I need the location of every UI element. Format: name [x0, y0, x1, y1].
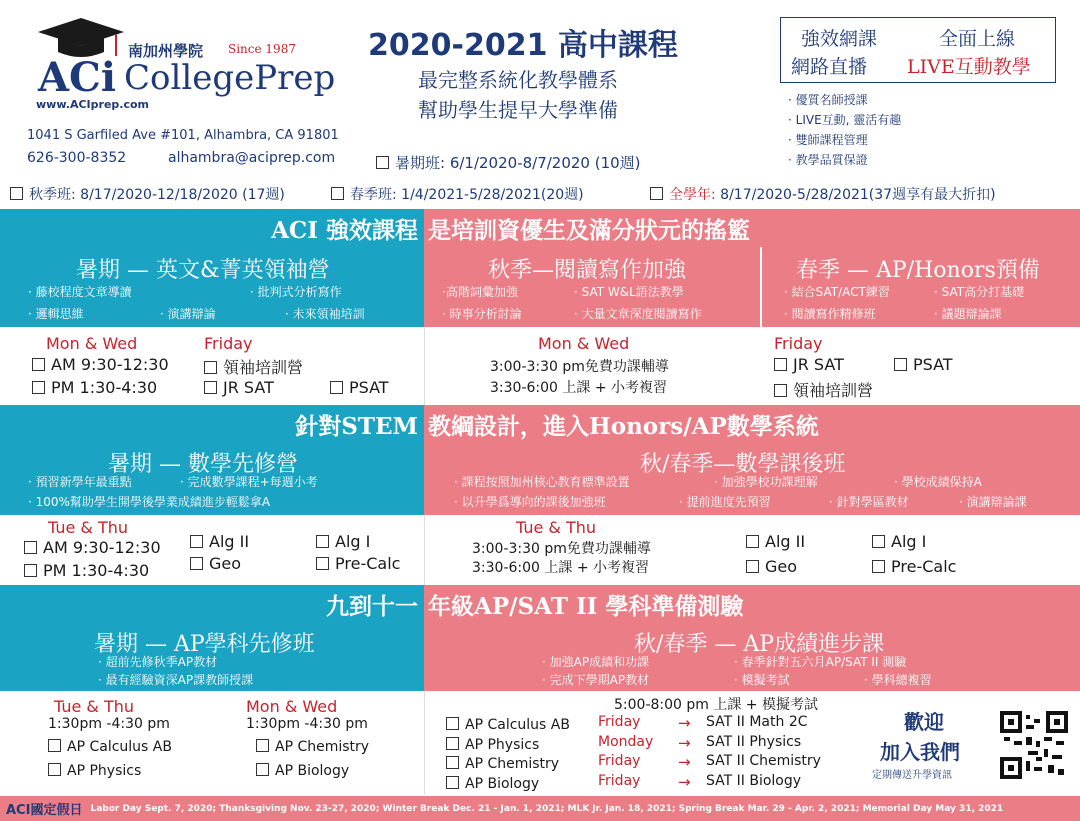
- section-bar-ap: [0, 585, 1080, 623]
- option-psat[interactable]: [330, 378, 389, 397]
- checkbox[interactable]: [190, 557, 203, 570]
- option-label: PSAT: [913, 355, 953, 374]
- list-item: · 議題辯論課: [934, 307, 1002, 321]
- sat-label: SAT II Math 2C: [706, 714, 808, 730]
- list-item: ·高階詞彙加強: [442, 285, 518, 299]
- checkbox[interactable]: [650, 187, 663, 200]
- option-leader-camp[interactable]: [774, 378, 873, 401]
- option-ap-chemistry[interactable]: [256, 739, 369, 755]
- checkbox[interactable]: [256, 763, 269, 776]
- option-label: AP Biology: [275, 763, 350, 779]
- logo: [28, 10, 348, 120]
- arrow-right-icon: →: [678, 773, 691, 791]
- term-label: 8/17/2020-5/28/2021(37週享有最大折扣): [720, 187, 996, 203]
- term-label: 暑期班: 6/1/2020-8/7/2020 (10週): [395, 154, 641, 172]
- time-label: 3:00-3:30 pm免費功課輔導: [490, 359, 669, 375]
- checkbox[interactable]: [774, 384, 787, 397]
- welcome-text: 歡迎: [904, 710, 944, 734]
- option-jr-sat[interactable]: [204, 378, 274, 397]
- checkbox[interactable]: [316, 557, 329, 570]
- time-label: 3:30-6:00 上課 + 小考複習: [490, 380, 668, 396]
- section-band-math: [0, 443, 1080, 515]
- promo-text-live: LIVE互動教學: [907, 56, 1031, 78]
- option-alg1[interactable]: [872, 532, 926, 551]
- sat-label: SAT II Biology: [706, 773, 802, 789]
- subtitle-1: 最完整系統化教學體系: [418, 68, 618, 92]
- option-label: AP Physics: [465, 737, 540, 753]
- checkbox[interactable]: [48, 763, 61, 776]
- option-precalc[interactable]: [316, 554, 400, 573]
- list-item: · 教學品質保證: [788, 153, 868, 167]
- option-label: PM 1:30-4:30: [43, 561, 150, 580]
- list-item: · 以升學爲導向的課後加強班: [454, 495, 606, 509]
- list-item: · 預習新學年最重點: [28, 475, 132, 489]
- option-ap[interactable]: [446, 776, 539, 792]
- list-item: · SAT高分打基礎: [934, 285, 1025, 299]
- address: 1041 S Garfiled Ave #101, Alhambra, CA 91801: [27, 128, 339, 143]
- list-item: · 批判式分析寫作: [250, 285, 342, 299]
- checkbox[interactable]: [316, 535, 329, 548]
- section-title: 春季 — AP/Honors預備: [796, 258, 1040, 283]
- section-bar-stem: [0, 405, 1080, 443]
- column-divider: [424, 515, 425, 585]
- day-label: Friday: [204, 334, 253, 353]
- option-label: 領袖培訓營: [223, 358, 304, 377]
- day-label: Mon & Wed: [246, 697, 338, 716]
- promo-text: 網路直播: [791, 56, 868, 78]
- welcome-note: 定期傳送升學資訊: [872, 770, 952, 781]
- promo-bullets: [788, 90, 901, 170]
- option-label: Alg I: [335, 532, 371, 551]
- checkbox[interactable]: [10, 187, 23, 200]
- option-label: AP Chemistry: [275, 739, 370, 755]
- term-summer[interactable]: [376, 152, 641, 173]
- section-title: 秋季—閱讀寫作加強: [488, 258, 687, 283]
- option-label: Alg II: [765, 532, 806, 551]
- day-label: Monday: [598, 734, 654, 750]
- table-row: [446, 734, 802, 753]
- list-item: · 最有經驗資深AP課教師授課: [98, 673, 254, 687]
- arrow-right-icon: →: [678, 714, 691, 732]
- holiday-list: Labor Day Sept. 7, 2020; Thanksgiving Nov. 23-27, 2020; Winter Break Dec. 21 - Jan. 1, 2021; MLK Jr. Jan. 18, 2021; Spring Break Mar. 29 - Apr. 2, 2021; Memorial Day May 31, 2021: [90, 803, 1004, 814]
- option-ap-physics[interactable]: [48, 763, 141, 779]
- column-divider: [424, 327, 425, 405]
- day-label: Tue & Thu: [54, 697, 135, 716]
- sat-label: SAT II Chemistry: [706, 753, 821, 769]
- section-title: 暑期 — 數學先修營: [108, 452, 298, 477]
- option-ap[interactable]: [446, 717, 570, 733]
- option-pm[interactable]: [32, 378, 157, 397]
- term-fall[interactable]: [10, 184, 285, 204]
- list-item: · 大量文章深度閱讀寫作: [574, 307, 702, 321]
- promo-text: 強效網課: [801, 28, 878, 50]
- list-item: · 100%幫助學生開學後學業成績進步輕鬆拿A: [28, 495, 271, 509]
- checkbox[interactable]: [32, 358, 45, 371]
- time-label: 1:30pm -4:30 pm: [246, 716, 368, 732]
- option-label: Alg I: [891, 532, 927, 551]
- bar-title: 教綱設計，進入Honors/AP數學系統: [428, 412, 819, 440]
- day-label: Tue & Thu: [516, 518, 597, 537]
- time-label: 1:30pm -4:30 pm: [48, 716, 170, 732]
- option-label: AP Calculus AB: [465, 717, 570, 733]
- option-label: AP Biology: [465, 776, 540, 792]
- day-label: Friday: [598, 714, 641, 730]
- list-item: · 邏輯思維: [28, 307, 84, 321]
- term-full-year[interactable]: [650, 184, 996, 204]
- option-label: Geo: [209, 554, 242, 573]
- checkbox[interactable]: [331, 187, 344, 200]
- option-am[interactable]: [24, 538, 161, 557]
- section-band-english: [0, 247, 1080, 327]
- option-label: PM 1:30-4:30: [51, 378, 158, 397]
- checkbox[interactable]: [190, 535, 203, 548]
- section-bar-english: [0, 209, 1080, 247]
- list-item: · 加強學校功課理解: [714, 475, 818, 489]
- list-item: · 演講辯論課: [959, 495, 1027, 509]
- bar-title: 年級AP/SAT II 學科準備測驗: [428, 592, 744, 620]
- option-label: Pre-Calc: [335, 554, 401, 573]
- option-geo[interactable]: [190, 554, 241, 573]
- list-item: · 春季針對五六月AP/SAT II 測驗: [734, 655, 907, 669]
- bar-title: 九到十一: [326, 592, 418, 620]
- option-alg2[interactable]: [746, 532, 805, 551]
- day-label: Tue & Thu: [48, 518, 129, 537]
- list-item: · 完成數學課程+每週小考: [180, 475, 318, 489]
- divider: [760, 247, 762, 327]
- list-item: · 演講辯論: [160, 307, 216, 321]
- list-item: · 未來領袖培訓: [285, 307, 365, 321]
- option-pm[interactable]: [24, 561, 149, 580]
- list-item: · 加強AP成績和功課: [542, 655, 650, 669]
- term-spring[interactable]: [331, 184, 584, 204]
- option-label: AP Physics: [67, 763, 142, 779]
- checkbox[interactable]: [446, 776, 459, 789]
- table-row: [446, 773, 802, 792]
- checkbox[interactable]: [774, 358, 787, 371]
- time-label: 3:30-6:00 上課 + 小考複習: [472, 560, 650, 576]
- option-ap-biology[interactable]: [256, 763, 349, 779]
- option-psat[interactable]: [894, 355, 953, 374]
- checkbox[interactable]: [446, 737, 459, 750]
- section-title: 秋/春季—數學課後班: [640, 452, 846, 477]
- list-item: · 針對學區教材: [829, 495, 909, 509]
- option-geo[interactable]: [746, 557, 797, 576]
- option-label: 領袖培訓營: [793, 381, 874, 400]
- day-label: Friday: [598, 753, 641, 769]
- option-label: AP Chemistry: [465, 756, 560, 772]
- list-item: · SAT W&L語法教學: [574, 285, 684, 299]
- checkbox[interactable]: [746, 535, 759, 548]
- list-item: · 超前先修秋季AP教材: [98, 655, 218, 669]
- bar-title: ACI 強效課程: [271, 216, 418, 244]
- option-label: JR SAT: [223, 378, 274, 397]
- list-item: · 閱讀寫作精修班: [784, 307, 876, 321]
- term-label: 秋季班: 8/17/2020-12/18/2020 (17週): [29, 187, 285, 203]
- day-label: Friday: [598, 773, 641, 789]
- section-title: 秋/春季 — AP成績進步課: [634, 632, 885, 657]
- school-name: 南加州學院: [128, 42, 204, 60]
- option-label: JR SAT: [793, 355, 844, 374]
- promo-text: 全面上線: [939, 28, 1016, 50]
- bar-title: 是培訓資優生及滿分狀元的搖籃: [428, 216, 750, 244]
- checkbox[interactable]: [24, 541, 37, 554]
- logo-aci: ACi: [38, 54, 117, 101]
- day-label: Friday: [774, 334, 823, 353]
- option-label: Geo: [765, 557, 798, 576]
- option-label: AM 9:30-12:30: [51, 355, 169, 374]
- checkbox[interactable]: [48, 739, 61, 752]
- list-item: · 結合SAT/ACT練習: [784, 285, 890, 299]
- logo-url[interactable]: www.ACIprep.com: [36, 98, 149, 111]
- footer: [0, 796, 1080, 821]
- checkbox[interactable]: [330, 381, 343, 394]
- footer-label: ACI國定假日: [6, 803, 83, 818]
- table-row: [446, 753, 821, 772]
- list-item: · 藤校程度文章導讀: [28, 285, 132, 299]
- list-item: · 提前進度先預習: [679, 495, 771, 509]
- term-label: 春季班: 1/4/2021-5/28/2021(20週): [350, 187, 584, 203]
- graduation-cap-icon: [36, 16, 126, 56]
- day-label: Mon & Wed: [46, 334, 138, 353]
- option-label: Pre-Calc: [891, 557, 957, 576]
- list-item: · 課程按照加州核心教育標準設置: [454, 475, 630, 489]
- list-item: · 時事分析討論: [442, 307, 522, 321]
- checkbox[interactable]: [32, 381, 45, 394]
- checkbox[interactable]: [746, 560, 759, 573]
- checkbox[interactable]: [204, 361, 217, 374]
- logo-collegeprep: CollegePrep: [124, 58, 336, 98]
- arrow-right-icon: →: [678, 734, 691, 752]
- sat-label: SAT II Physics: [706, 734, 802, 750]
- option-label: AM 9:30-12:30: [43, 538, 161, 557]
- since-label: Since 1987: [228, 42, 296, 56]
- checkbox[interactable]: [24, 564, 37, 577]
- bar-title: 針對STEM: [295, 412, 418, 440]
- list-item: · 模擬考試: [734, 673, 790, 687]
- arrow-right-icon: →: [678, 753, 691, 771]
- checkbox[interactable]: [872, 560, 885, 573]
- email[interactable]: alhambra@aciprep.com: [168, 150, 336, 166]
- checkbox[interactable]: [376, 156, 389, 169]
- option-label: AP Calculus AB: [67, 739, 172, 755]
- checkbox[interactable]: [894, 358, 907, 371]
- time-label: 5:00-8:00 pm 上課 + 模擬考試: [614, 697, 818, 713]
- phone[interactable]: 626-300-8352: [27, 150, 127, 166]
- list-item: · 優質名師授課: [788, 93, 868, 107]
- list-item: · 學科總複習: [864, 673, 932, 687]
- option-am[interactable]: [32, 355, 169, 374]
- option-label: Alg II: [209, 532, 250, 551]
- qr-code-icon[interactable]: [1000, 711, 1068, 779]
- checkbox[interactable]: [204, 381, 217, 394]
- page-title: 2020-2021 高中課程: [368, 28, 678, 63]
- option-jr-sat[interactable]: [774, 355, 844, 374]
- table-row: [446, 714, 808, 733]
- checkbox[interactable]: [872, 535, 885, 548]
- option-ap[interactable]: [446, 756, 559, 772]
- list-item: · LIVE互動, 靈活有趣: [788, 113, 902, 127]
- time-label: 3:00-3:30 pm免費功課輔導: [472, 541, 651, 557]
- option-ap-calculus[interactable]: [48, 739, 172, 755]
- option-precalc[interactable]: [872, 557, 956, 576]
- list-item: · 雙師課程管理: [788, 133, 868, 147]
- section-band-ap: [0, 623, 1080, 691]
- option-leader-camp[interactable]: [204, 355, 303, 378]
- list-item: · 學校成績保持A: [894, 475, 982, 489]
- option-alg2[interactable]: [190, 532, 249, 551]
- column-divider: [424, 691, 425, 795]
- section-title: 暑期 — AP學科先修班: [94, 632, 315, 657]
- day-label: Mon & Wed: [538, 334, 630, 353]
- promo-box: [780, 17, 1056, 83]
- section-title: 暑期 — 英文&菁英領袖營: [76, 258, 330, 283]
- option-alg1[interactable]: [316, 532, 370, 551]
- welcome-text: 加入我們: [880, 740, 960, 764]
- checkbox[interactable]: [446, 717, 459, 730]
- list-item: · 完成下學期AP教材: [542, 673, 650, 687]
- checkbox[interactable]: [256, 739, 269, 752]
- option-label: PSAT: [349, 378, 389, 397]
- checkbox[interactable]: [446, 756, 459, 769]
- term-label: 全學年:: [669, 187, 716, 203]
- subtitle-2: 幫助學生提早大學準備: [418, 98, 618, 122]
- option-ap[interactable]: [446, 737, 539, 753]
